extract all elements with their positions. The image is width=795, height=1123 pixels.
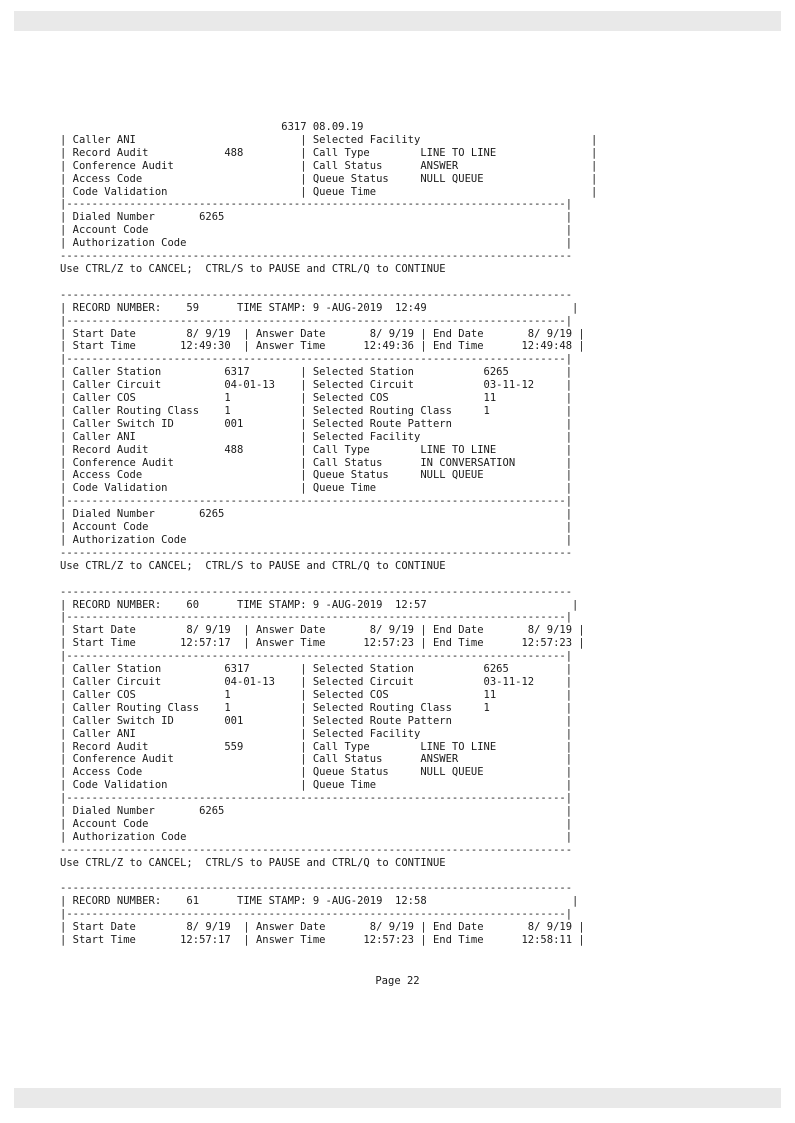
printout-line: | Caller Station 6317 | Selected Station 6265 | — [60, 663, 573, 676]
printout-line: | Caller Routing Class 1 | Selected Routing Class 1 | — [60, 404, 573, 417]
printout-line: |-------------------------------------------------------------------------------| — [60, 495, 573, 508]
printout-line: | Code Validation | Queue Time | — [60, 779, 573, 792]
printout-line: | Start Date 8/ 9/19 | Answer Date 8/ 9/19 | End Date 8/ 9/19 | — [60, 327, 585, 340]
printout-line: |-------------------------------------------------------------------------------| — [60, 314, 573, 327]
printout-line: | Caller COS 1 | Selected COS 11 | — [60, 392, 573, 405]
printout-line: | Start Time 12:57:17 | Answer Time 12:57:23 | End Time 12:58:11 | — [60, 934, 585, 947]
printout-line: | Conference Audit | Call Status ANSWER | — [60, 159, 598, 172]
printout-line: | Authorization Code | — [60, 237, 573, 250]
printout-line: | Account Code | — [60, 521, 573, 534]
printout-line: Use CTRL/Z to CANCEL; CTRL/S to PAUSE and CTRL/Q to CONTINUE — [60, 559, 446, 572]
printout-line: | Record Audit 488 | Call Type LINE TO LINE | — [60, 146, 598, 159]
printout-line: | Caller COS 1 | Selected COS 11 | — [60, 688, 573, 701]
printout-line: | Account Code | — [60, 817, 573, 830]
scan-top-band — [14, 11, 781, 31]
printout-line: | Caller ANI | Selected Facility | — [60, 430, 573, 443]
printout-line: | RECORD NUMBER: 60 TIME STAMP: 9 -AUG-2019 12:57 | — [60, 598, 579, 611]
printout-line: | Start Date 8/ 9/19 | Answer Date 8/ 9/19 | End Date 8/ 9/19 | — [60, 624, 585, 637]
printout-line: | Account Code | — [60, 224, 573, 237]
printout-line: |-------------------------------------------------------------------------------| — [60, 650, 573, 663]
printout-line: --------------------------------------------------------------------------------- — [60, 882, 573, 895]
printout-line — [60, 276, 597, 289]
printout-line: | Caller ANI | Selected Facility | — [60, 133, 598, 146]
printout-line: | Start Date 8/ 9/19 | Answer Date 8/ 9/19 | End Date 8/ 9/19 | — [60, 921, 585, 934]
printout-line: | Dialed Number 6265 | — [60, 508, 573, 521]
printout-line: | Conference Audit | Call Status IN CONVERSATION | — [60, 456, 573, 469]
printout-line: Use CTRL/Z to CANCEL; CTRL/S to PAUSE and CTRL/Q to CONTINUE — [60, 262, 446, 275]
printout-line: --------------------------------------------------------------------------------- — [60, 546, 573, 559]
printout-line: | Caller Station 6317 | Selected Station 6265 | — [60, 366, 573, 379]
printout-line: | Caller Switch ID 001 | Selected Route Pattern | — [60, 417, 573, 430]
printout-line: | Dialed Number 6265 | — [60, 805, 573, 818]
printout-line: | Authorization Code | — [60, 534, 573, 546]
printout-line: | Caller Circuit 04-01-13 | Selected Circuit 03-11-12 | — [60, 675, 573, 688]
printout-line: | Dialed Number 6265 | — [60, 211, 573, 224]
printout-line: | Caller ANI | Selected Facility | — [60, 727, 573, 740]
printout-line: |-------------------------------------------------------------------------------| — [60, 792, 573, 805]
printout-line: | Conference Audit | Call Status ANSWER | — [60, 753, 573, 766]
printout-line: 6317 08.09.19 — [60, 121, 364, 133]
printout-line — [60, 573, 597, 586]
printout-line: | Caller Routing Class 1 | Selected Routing Class 1 | — [60, 701, 573, 714]
printout-line: | Access Code | Queue Status NULL QUEUE | — [60, 172, 598, 185]
printout-line: | Access Code | Queue Status NULL QUEUE | — [60, 469, 573, 482]
printout-line: --------------------------------------------------------------------------------- — [60, 843, 573, 856]
scan-bottom-band — [14, 1088, 781, 1108]
printout-line — [60, 870, 597, 883]
printout-line: | RECORD NUMBER: 61 TIME STAMP: 9 -AUG-2019 12:58 | — [60, 895, 579, 908]
printout-line: |-------------------------------------------------------------------------------| — [60, 353, 573, 366]
printout-line: | Caller Switch ID 001 | Selected Route Pattern | — [60, 714, 573, 727]
printout-line: | Authorization Code | — [60, 830, 573, 843]
printout-line: | Caller Circuit 04-01-13 | Selected Circuit 03-11-12 | — [60, 379, 573, 392]
printout-line: Use CTRL/Z to CANCEL; CTRL/S to PAUSE and CTRL/Q to CONTINUE — [60, 856, 446, 869]
printout-line: |-------------------------------------------------------------------------------| — [60, 611, 573, 624]
printout-line: --------------------------------------------------------------------------------- — [60, 288, 573, 301]
call-record-printout — [60, 121, 597, 947]
page-number: Page 22 — [375, 975, 420, 987]
printout-line: |-------------------------------------------------------------------------------| — [60, 908, 573, 921]
printout-line: | RECORD NUMBER: 59 TIME STAMP: 9 -AUG-2019 12:49 | — [60, 301, 579, 314]
printout-line: | Code Validation | Queue Time | — [60, 482, 573, 495]
printout-line: | Access Code | Queue Status NULL QUEUE | — [60, 766, 573, 779]
printout-line: |-------------------------------------------------------------------------------| — [60, 198, 573, 211]
printout-line: | Record Audit 559 | Call Type LINE TO LINE | — [60, 740, 573, 753]
printout-line: | Start Time 12:57:17 | Answer Time 12:57:23 | End Time 12:57:23 | — [60, 637, 585, 650]
printout-line: | Start Time 12:49:30 | Answer Time 12:49:36 | End Time 12:49:48 | — [60, 340, 585, 353]
printout-line: | Record Audit 488 | Call Type LINE TO LINE | — [60, 443, 573, 456]
printout-line: --------------------------------------------------------------------------------- — [60, 250, 573, 263]
printout-line: --------------------------------------------------------------------------------- — [60, 585, 573, 598]
printout-line: | Code Validation | Queue Time | — [60, 185, 598, 198]
